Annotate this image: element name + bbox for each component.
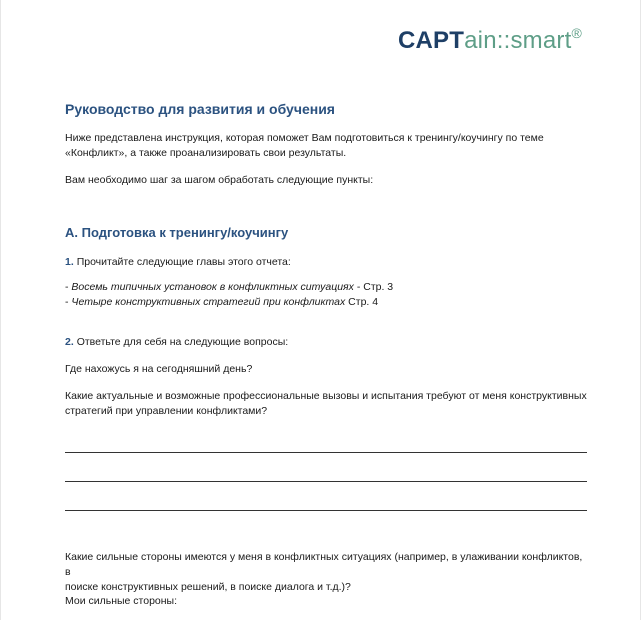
page-title: Руководство для развития и обучения bbox=[65, 101, 335, 117]
logo-rest: ain::smart bbox=[464, 27, 572, 54]
answer-line[interactable] bbox=[65, 510, 587, 511]
question-where-am-i bbox=[65, 362, 590, 377]
question-2-number: 2. bbox=[65, 336, 74, 348]
chapter-item-title: Восемь типичных установок в конфликтных ситуациях bbox=[71, 281, 354, 293]
question-strengths-line-1: Какие сильные стороны имеются у меня в конфликтных ситуациях (например, в улаживании конфликтов, в bbox=[65, 551, 583, 578]
intro-paragraph bbox=[65, 131, 590, 161]
chapter-item-title: Четыре конструктивных стратегий при конфликтах bbox=[71, 296, 346, 308]
logo-registered: ® bbox=[571, 25, 582, 41]
strengths-label: Мои сильные стороны: bbox=[65, 595, 178, 607]
chapter-item-page: Стр. 4 bbox=[345, 296, 379, 308]
question-challenges-line-1: Какие актуальные и возможные профессиональные вызовы и испытания требуют от меня конструктивных bbox=[65, 390, 587, 402]
question-where-am-i-text: Где нахожусь я на сегодняшний день? bbox=[65, 363, 253, 375]
question-strengths-line-2: поиске конструктивных решений, в поиске диалога и т.д.)? bbox=[65, 581, 351, 593]
question-1-number: 1. bbox=[65, 256, 74, 268]
intro-instruction bbox=[65, 173, 590, 188]
question-challenges-line-2: стратегий при управлении конфликтами? bbox=[65, 405, 268, 417]
section-a-heading-block bbox=[65, 225, 590, 240]
question-2-label: Ответьте для себя на следующие вопросы: bbox=[76, 336, 289, 348]
intro-line-1: Ниже представлена инструкция, которая поможет Вам подготовиться к тренингу/коучингу по теме bbox=[65, 132, 544, 144]
chapter-item-page: - Стр. 3 bbox=[353, 281, 394, 293]
section-a-heading: A. Подготовка к тренингу/коучингу bbox=[65, 225, 289, 240]
question-2 bbox=[65, 335, 590, 350]
question-strengths bbox=[65, 550, 590, 595]
chapter-item bbox=[65, 295, 590, 310]
chapter-list bbox=[65, 280, 590, 310]
question-2-text bbox=[65, 335, 590, 350]
strengths-label-block bbox=[65, 594, 590, 609]
question-challenges bbox=[65, 389, 590, 419]
question-1-label: Прочитайте следующие главы этого отчета: bbox=[76, 256, 291, 268]
captain-smart-logo bbox=[398, 25, 582, 55]
chapter-item-dash: - bbox=[65, 296, 72, 308]
answer-line[interactable] bbox=[65, 452, 587, 453]
chapter-item bbox=[65, 280, 590, 295]
logo-caps: CAPT bbox=[397, 27, 465, 54]
question-1 bbox=[65, 255, 590, 270]
page-title-block bbox=[65, 101, 590, 117]
intro-line-3: Вам необходимо шаг за шагом обработать следующие пункты: bbox=[65, 174, 374, 186]
question-1-text bbox=[65, 255, 590, 270]
chapter-item-dash: - bbox=[65, 281, 72, 293]
intro-line-2: «Конфликт», а также проанализировать свои результаты. bbox=[65, 147, 347, 159]
answer-line[interactable] bbox=[65, 481, 587, 482]
